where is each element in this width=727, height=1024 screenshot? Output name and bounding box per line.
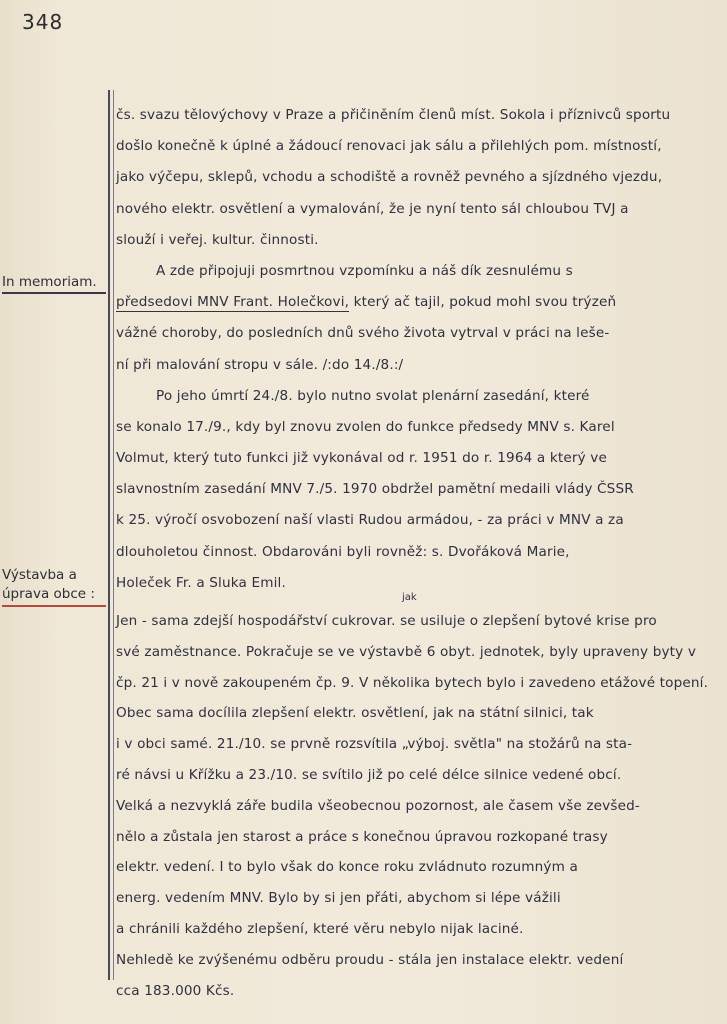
text-line: se konalo 17./9., kdy byl znovu zvolen do funkce předsedy MNV s. Karel — [116, 418, 615, 435]
text-line: jako výčepu, sklepů, vchodu a schodiště a rovněž pevného a sjízdného vjezdu, — [116, 169, 663, 186]
text-line: slouží i veřej. kultur. činnosti. — [116, 231, 319, 248]
text-line: Velká a nezvyklá záře budila všeobecnou pozornost, ale časem vše zevšed- — [116, 797, 640, 814]
text-line: čp. 21 i v nově zakoupeném čp. 9. V několika bytech bylo i zavedeno etážové topení. — [116, 674, 709, 691]
text-line: energ. vedením MNV. Bylo by si jen přáti, abychom si lépe vážili — [116, 890, 561, 907]
margin-note-vystavba-line-2: úprava obce : — [2, 586, 95, 602]
text-line: dlouholetou činnost. Obdarováni byli rovněž: s. Dvořáková Marie, — [116, 543, 570, 560]
text-line: Volmut, který tuto funkci již vykonával od r. 1951 do r. 1964 a který ve — [116, 450, 607, 467]
main-text-lower — [116, 606, 712, 1006]
text-line: vážné choroby, do posledních dnů svého života vytrval v práci na leše- — [116, 325, 610, 342]
margin-note-in-memoriam-text: In memoriam. — [2, 274, 97, 290]
margin-note-in-memoriam — [2, 273, 106, 294]
text-line: Jen - sama zdejší hospodářství cukrovar. se usiluje o zlepšení bytové krise pro — [116, 613, 657, 629]
margin-note-vystavba — [2, 566, 106, 607]
margin-note-vystavba-line-1: Výstavba a — [2, 567, 77, 583]
text-line: k 25. výročí osvobození naší vlasti Rudou armádou, - za práci v MNV a za — [116, 512, 624, 529]
text-line: A zde připojuji posmrtnou vzpomínku a náš dík zesnulému s — [156, 262, 573, 279]
text-line: slavnostním zasedání MNV 7./5. 1970 obdržel pamětní medaili vlády ČSSR — [116, 481, 634, 498]
text-line: a chránili každého zlepšení, které věru nebylo nijak laciné. — [116, 920, 524, 937]
margin-note-underline — [2, 605, 106, 607]
text-line: nového elektr. osvětlení a vymalování, že je nyní tento sál chloubou TVJ a — [116, 200, 629, 217]
text-line: své zaměstnance. Pokračuje se ve výstavbě 6 obyt. jednotek, byly upraveny byty v — [116, 643, 697, 660]
text-line: Holeček Fr. a Sluka Emil. — [116, 574, 286, 591]
margin-rule — [108, 90, 110, 980]
text-line: Nehledě ke zvýšenému odběru proudu - stála jen instalace elektr. vedení — [116, 951, 624, 968]
text-line: cca 183.000 Kčs. — [116, 982, 235, 999]
text-line: došlo konečně k úplné a žádoucí renovaci jak sálu a přilehlých pom. místností, — [116, 138, 662, 155]
text-line: Obec sama docílila zlepšení elektr. osvětlení, jak na státní silnici, tak — [116, 705, 594, 722]
text-line: ní při malování stropu v sále. /:do 14./8.:/ — [116, 356, 404, 373]
text-line: nělo a zůstala jen starost a práce s konečnou úpravou rozkopané trasy — [116, 828, 608, 845]
text-line: i v obci samé. 21./10. se prvně rozsvítila „výboj. světla" na stožárů na sta- — [116, 736, 633, 753]
margin-note-underline — [2, 292, 106, 294]
text-line: Po jeho úmrtí 24./8. bylo nutno svolat plenární zasedání, které — [156, 387, 590, 404]
text-line: čs. svazu tělovýchovy v Praze a přičiněním členů míst. Sokola i příznivců sportu — [116, 107, 671, 123]
margin-rule-inner — [113, 90, 114, 980]
underlined-name: předsedovi MNV Frant. Holečkovi, — [116, 294, 350, 311]
insertion-mark: jak — [402, 592, 417, 603]
page-number: 348 — [22, 10, 64, 34]
main-text-upper — [116, 100, 712, 599]
text-line: elektr. vedení. I to bylo však do konce roku zvládnuto rozumným a — [116, 859, 578, 876]
text-line: ré návsi u Křížku a 23./10. se svítilo již po celé délce silnice vedené obcí. — [116, 766, 622, 783]
text-line-underlined — [116, 287, 712, 318]
text-line-rest: který ač tajil, pokud mohl svou trýzeň — [349, 294, 617, 311]
